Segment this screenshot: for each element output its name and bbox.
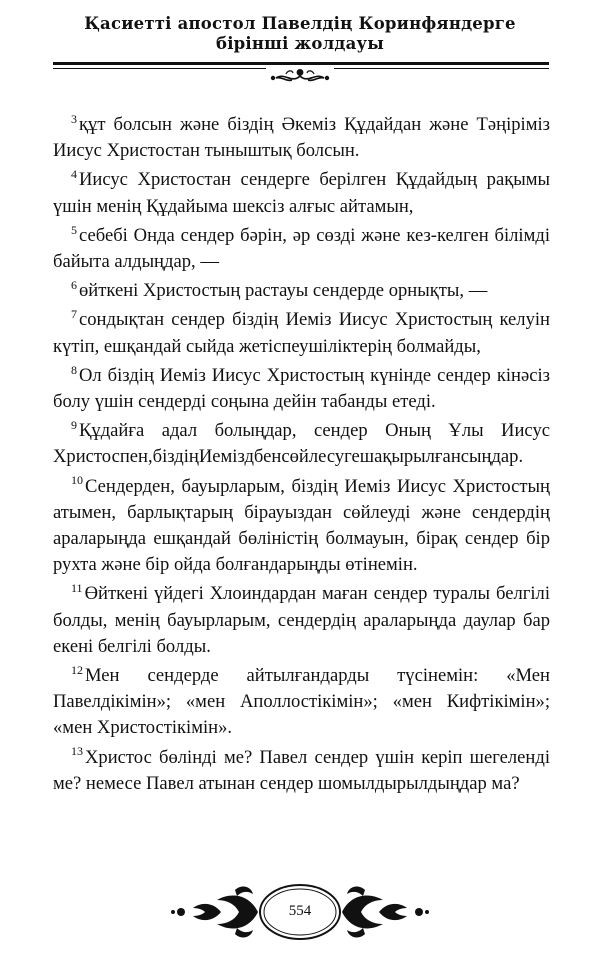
- verse-text: өйткені Христостың растауы сендерде орнықты, —: [79, 280, 488, 302]
- verse: [53, 581, 550, 660]
- verse-number: 6: [71, 278, 77, 293]
- verse: [53, 474, 550, 579]
- scripture-text: [53, 112, 550, 800]
- verse-number: 10: [71, 473, 83, 488]
- verse-text: Иисус Христостан сендерге берілген Құдайдың рақымы үшін менің Құдайыма шексіз алғыс айтамын,: [53, 169, 550, 217]
- verse: [53, 167, 550, 219]
- verse-text: Ол біздің Иеміз Иисус Христостың күнінде сендер кінәсіз болу үшін сендерді соңына дейін табанды етеді.: [53, 364, 550, 413]
- verse: [53, 223, 550, 275]
- verse: [53, 663, 550, 742]
- header-title-line1: Қасиетті апостол Павелдің Коринфяндерге: [84, 14, 516, 33]
- verse-number: 8: [71, 362, 77, 377]
- verse-number: 4: [71, 167, 77, 182]
- verse-number: 7: [71, 307, 77, 322]
- verse-number: 5: [71, 222, 77, 237]
- verse: [53, 112, 550, 164]
- verse-number: 9: [71, 418, 77, 433]
- verse-text: құт болсын және біздің Әкеміз Құдайдан және Тәңіріміз Иисус Христостан тыныштық болсын.: [53, 114, 550, 162]
- header-title-line2: бірінші жолдауы: [216, 34, 384, 53]
- verse-number: 13: [71, 744, 83, 759]
- running-header: [40, 14, 560, 54]
- verse-number: 3: [71, 111, 77, 126]
- verse: [53, 363, 550, 415]
- verse-number: 11: [71, 581, 83, 596]
- verse: [53, 307, 550, 359]
- verse-text: Сендерден, бауырларым, біздің Иеміз Иисус Христостың атымен, барлықтарың бірауыздан сөйлеуді және сендердің араларыңда ешқандай бөліністің болмауын, бірақ сендер бір рухта және бір ойда болғандарыңды өтінемін.: [53, 475, 550, 576]
- verse-text: себебі Онда сендер бәрін, әр сөзді және кез-келген білімді байыта алдыңдар, —: [53, 224, 550, 273]
- header-rule-thick: [53, 62, 549, 65]
- verse-number: 12: [71, 662, 83, 677]
- verse: [53, 418, 550, 470]
- verse-text: Христос бөлінді ме? Павел сендер үшін керіп шегеленді ме? немесе Павел атынан сендер шомылдырылдыңдар ма?: [53, 746, 550, 794]
- verse: [53, 278, 550, 304]
- header-ornament-icon: [266, 66, 334, 86]
- verse-text: Құдайға адал болыңдар, сендер Оның Ұлы Иисус Христоспен,біздіңИеміздбенсөйлесугешақырылғансыңдар.: [53, 420, 550, 468]
- page-number: 554: [288, 903, 312, 919]
- verse-text: Мен сендерде айтылғандарды түсінемін: «Мен Павелдікімін»; «мен Аполлостікімін»; «мен Кифтікімін»; «мен Христостікімін».: [53, 665, 550, 739]
- verse-text: сондықтан сендер біздің Иеміз Иисус Христостың келуін күтіп, ешқандай сыйда жетіспеушіліктерің болмайды,: [53, 309, 550, 357]
- verse: [53, 745, 550, 797]
- verse-text: Өйткені үйдегі Хлоиндардан маған сендер туралы белгілі болды, менің бауырларым, сендердің араларыңда даулар бар екені белгілі болды.: [53, 583, 550, 657]
